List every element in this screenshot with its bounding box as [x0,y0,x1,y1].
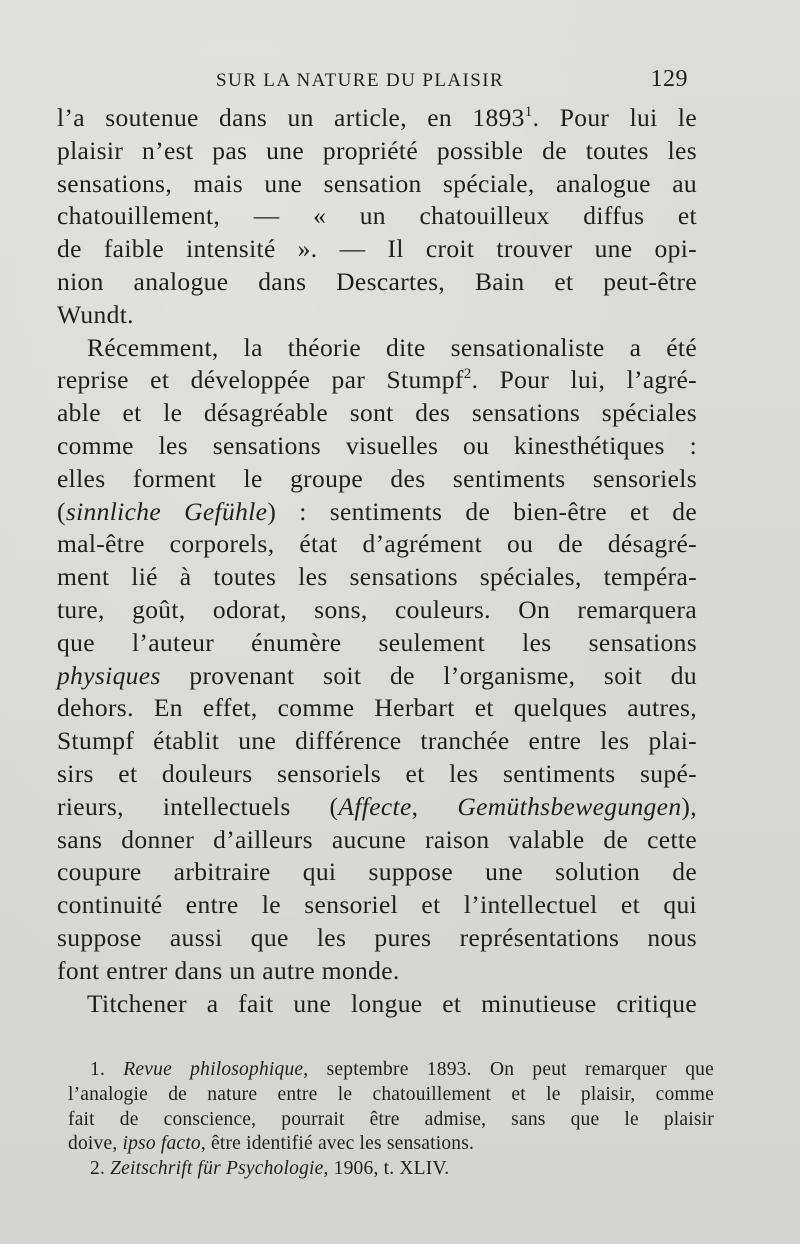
page-number: 129 [650,66,688,92]
italic-term: ipso facto [122,1133,201,1155]
page-header [60,64,688,98]
text-line: sensations, mais une sensation spéciale, analogue au [57,168,697,198]
text-line: physiques provenant soit de l’organisme, soit du [57,660,697,690]
text-line: able et le désagréable sont des sensations spéciales [57,398,697,428]
text-line: mal-être corporels, état d’agrément ou de désagré- [57,529,697,559]
text-line: ment lié à toutes les sensations spéciales, tempéra- [57,562,697,592]
footnote-1: 1. Revue philosophique, septembre 1893. On peut remarquer que [90,1059,714,1080]
text-line: (sinnliche Gefühle) : sentiments de bien-être et de [57,496,697,526]
text-line: Récemment, la théorie dite sensationaliste a été [87,332,697,362]
text-line: Wundt. [57,299,134,329]
text-line: ture, goût, odorat, sons, couleurs. On remarquera [57,594,697,624]
text-line: comme les sensations visuelles ou kinesthétiques : [57,430,697,460]
italic-term: sinnliche Gefühle [65,496,268,526]
text-line: sirs et douleurs sensoriels et les sentiments supé- [57,758,697,788]
footnote-line: fait de conscience, pourrait être admise, sans que le plaisir [68,1108,714,1130]
text-line: font entrer dans un autre monde. [57,955,400,985]
text-line: que l’auteur énumère seulement les sensations [57,627,697,657]
text-line: nion analogue dans Descartes, Bain et peut-être [57,266,697,296]
italic-term: Gemüthsbewegungen [457,791,682,821]
italic-term: Affecte [338,791,412,821]
footnote-2: 2. Zeitschrift für Psychologie, 1906, t. XLIV. [90,1158,450,1180]
text-line: dehors. En effet, comme Herbart et quelques autres, [57,693,697,723]
text-line: reprise et développée par Stumpf$^2$. Pour lui, l’agré- [57,365,697,395]
text-line: elles forment le groupe des sentiments sensoriels [57,463,697,493]
text-line: coupure arbitraire qui suppose une solution de [57,857,697,887]
text-line: rieurs, intellectuels (Affecte, Gemüthsbewegungen), [57,791,697,821]
text-line: sans donner d’ailleurs aucune raison valable de cette [57,824,697,854]
text-line: l’a soutenue dans un article, en 1893$^1$. Pour lui le [57,103,698,132]
body-text [57,102,697,1020]
footnote-line: l’analogie de nature entre le chatouillement et le plaisir, comme [68,1083,714,1105]
text-line: Stumpf établit une différence tranchée entre les plai- [57,726,697,756]
italic-title: Revue philosophique [123,1059,304,1080]
italic-title: Zeitschrift für Psychologie [110,1158,324,1180]
text-line: chatouillement, — « un chatouilleux diffus et [57,201,697,231]
running-title: SUR LA NATURE DU PLAISIR [216,70,505,91]
footnote-marker-2[interactable]: 2 [463,366,472,383]
footnote-line: doive, ipso facto, être identifié avec les sensations. [68,1133,475,1155]
text-line: Titchener a fait une longue et minutieuse critique [87,988,697,1018]
footnote-marker-1[interactable]: 1 [524,104,533,120]
text-line: continuité entre le sensoriel et l’intellectuel et qui [57,890,697,920]
footnotes [68,1058,714,1182]
text-line: plaisir n’est pas une propriété possible de toutes les [57,135,697,165]
text-line: de faible intensité ». — Il croit trouver une opi- [57,234,697,264]
text-line: suppose aussi que les pures représentations nous [57,922,697,952]
italic-term: physiques [57,660,161,690]
